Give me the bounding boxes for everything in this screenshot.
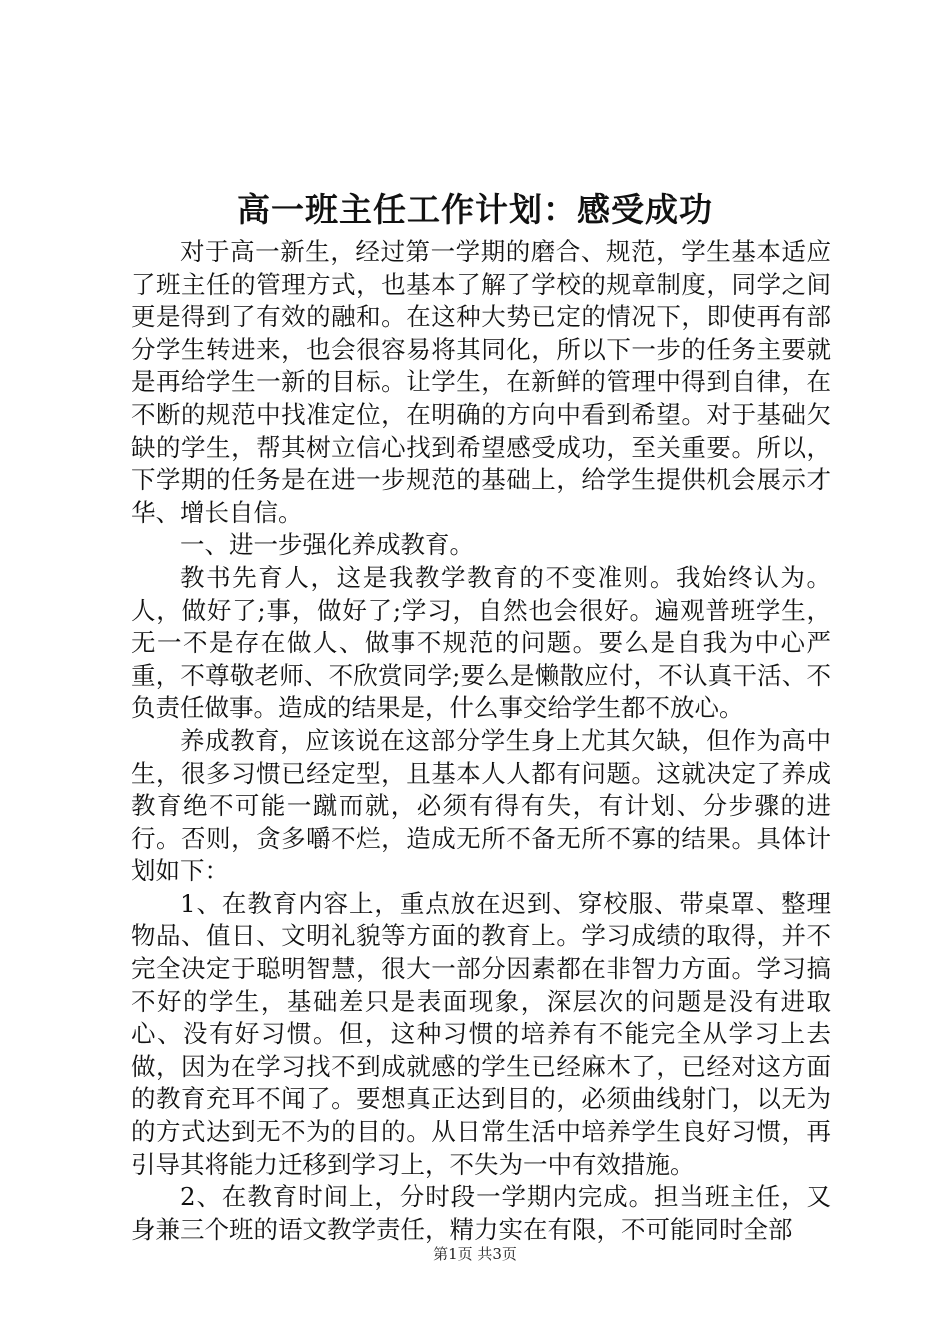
paragraph-habit-education: 养成教育，应该说在这部分学生身上尤其欠缺，但作为高中生，很多习惯已经定型，且基本人人都有问题。这就决定了养成教育绝不可能一蹴而就，必须有得有失，有计划、分步骤的进行。否则，贪多嚼不烂，造成无所不备无所不寡的结果。具体计划如下： [131, 725, 831, 886]
document-body [131, 236, 831, 1246]
list-item-2: 2、在教育时间上，分时段一学期内完成。担当班主任，又身兼三个班的语文教学责任，精力实在有限，不可能同时全部 [131, 1182, 831, 1244]
section-heading-1: 一、进一步强化养成教育。 [180, 530, 474, 560]
list-item-1: 1、在教育内容上，重点放在迟到、穿校服、带桌罩、整理物品、值日、文明礼貌等方面的教育上。学习成绩的取得，并不完全决定于聪明智慧，很大一部分因素都在非智力方面。学习搞不好的学生，基础差只是表面现象，深层次的问题是没有进取心、没有好习惯。但，这种习惯的培养有不能完全从学习上去做，因为在学习找不到成就感的学生已经麻木了，已经对这方面的教育充耳不闻了。要想真正达到目的，必须曲线射门，以无为的方式达到无不为的目的。从日常生活中培养学生良好习惯，再引导其将能力迁移到学习上，不失为一中有效措施。 [131, 888, 831, 1179]
paragraph-principle: 教书先育人，这是我教学教育的不变准则。我始终认为。人，做好了;事，做好了;学习，自然也会很好。遍观普班学生，无一不是存在做人、做事不规范的问题。要么是自我为中心严重，不尊敬老师、不欣赏同学;要么是懒散应付，不认真干活、不负责任做事。造成的结果是，什么事交给学生都不放心。 [131, 562, 831, 723]
page-footer: 第1页 共3页 [433, 1245, 517, 1263]
paragraph-intro: 对于高一新生，经过第一学期的磨合、规范，学生基本适应了班主任的管理方式，也基本了解了学校的规章制度，同学之间更是得到了有效的融和。在这种大势已定的情况下，即使再有部分学生转进来，也会很容易将其同化，所以下一步的任务主要就是再给学生一新的目标。让学生，在新鲜的管理中得到自律，在不断的规范中找准定位，在明确的方向中看到希望。对于基础欠缺的学生，帮其树立信心找到希望感受成功，至关重要。所以，下学期的任务是在进一步规范的基础上，给学生提供机会展示才华、增长自信。 [131, 237, 831, 527]
document-title: 高一班主任工作计划：感受成功 [237, 190, 713, 229]
